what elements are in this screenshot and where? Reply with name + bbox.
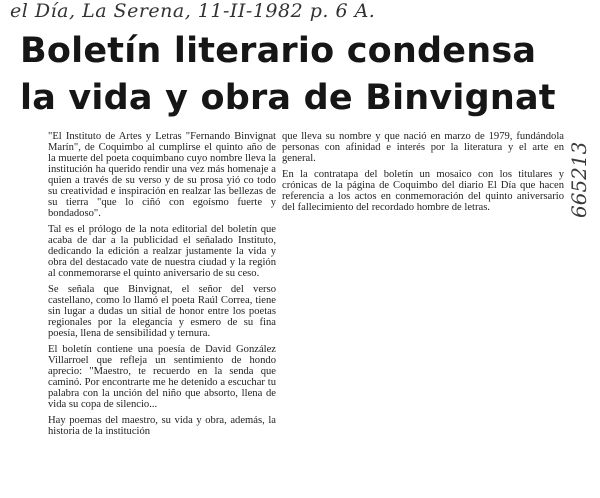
article-column-left [48,131,276,442]
handwritten-catalog-number: 665213 [567,141,591,219]
paragraph: El boletín contiene una poesía de David González Villarroel que refleja un sentimiento de hondo aprecio: "Maestro, te recuerdo en la senda que caminó. Por encontrarte me he detenido a escuchar tu palabra con la unción del niño que absorto, llena de vida su copa de silencio... [48,344,276,410]
handwritten-source-annotation: el Día, La Serena, 11-II-1982 p. 6 A. [10,0,376,22]
article-column-right [282,131,564,218]
paragraph: Se señala que Binvignat, el señor del verso castellano, como lo llamó el poeta Raúl Correa, tiene sin lugar a dudas un sitial de honor entre los poetas regionales por la elegancia y esmero de su fina poesía, llena de sensibilidad y ternura. [48,284,276,339]
article-headline [20,28,565,122]
headline-line-2: la vida y obra de Binvignat [20,78,556,118]
paragraph: En la contratapa del boletín un mosaico con los titulares y crónicas de la página de Coquimbo del diario El Día que hacen referencia a los actos en conmemoración del quinto aniversario del fallecimiento del recordado hombre de letras. [282,169,564,213]
paragraph: Tal es el prólogo de la nota editorial del boletín que acaba de dar a la publicidad el señalado Instituto, dedicando la edición a realzar justamente la vida y obra del destacado vate de nuestra ciudad y la región al conmemorarse el quinto aniversario de su ceso. [48,224,276,279]
paragraph: Hay poemas del maestro, su vida y obra, además, la historia de la institución [48,415,276,437]
paragraph: que lleva su nombre y que nació en marzo de 1979, fundándola personas con afinidad e interés por la literatura y el arte en general. [282,131,564,164]
paragraph: "El Instituto de Artes y Letras "Fernando Binvignat Marín", de Coquimbo al cumplirse el quinto año de la muerte del poeta coquimbano cuyo nombre lleva la institución ha querido rendir una vez más homenaje a quien a través de su verso y de su prosa yió co todo su creatividad e inspiración en realzar las bellezas de su tierra "que lo ciñó con egoísmo fuerte y bondadoso". [48,131,276,219]
headline-line-1: Boletín literario condensa [20,31,537,71]
